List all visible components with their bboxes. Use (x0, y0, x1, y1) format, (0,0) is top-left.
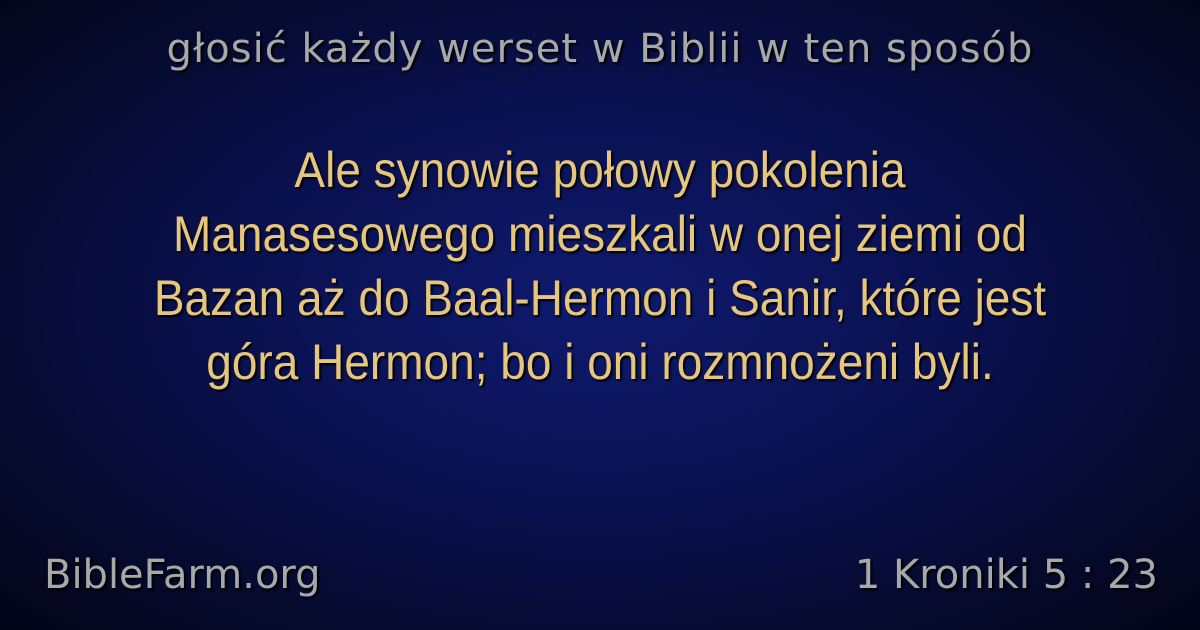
site-name: BibleFarm.org (44, 552, 321, 598)
verse-text (85, 138, 1115, 394)
verse-reference: 1 Kroniki 5 : 23 (854, 552, 1158, 598)
verse-line: Manasesowego mieszkali w onej ziemi od (173, 206, 1027, 262)
verse-line: góra Hermon; bo i oni rozmnożeni byli. (206, 334, 994, 390)
tagline: głosić każdy werset w Biblii w ten sposób (166, 26, 1034, 72)
verse-line: Ale synowie połowy pokolenia (294, 142, 906, 198)
verse-line: Bazan aż do Baal-Hermon i Sanir, które jest (153, 270, 1047, 326)
